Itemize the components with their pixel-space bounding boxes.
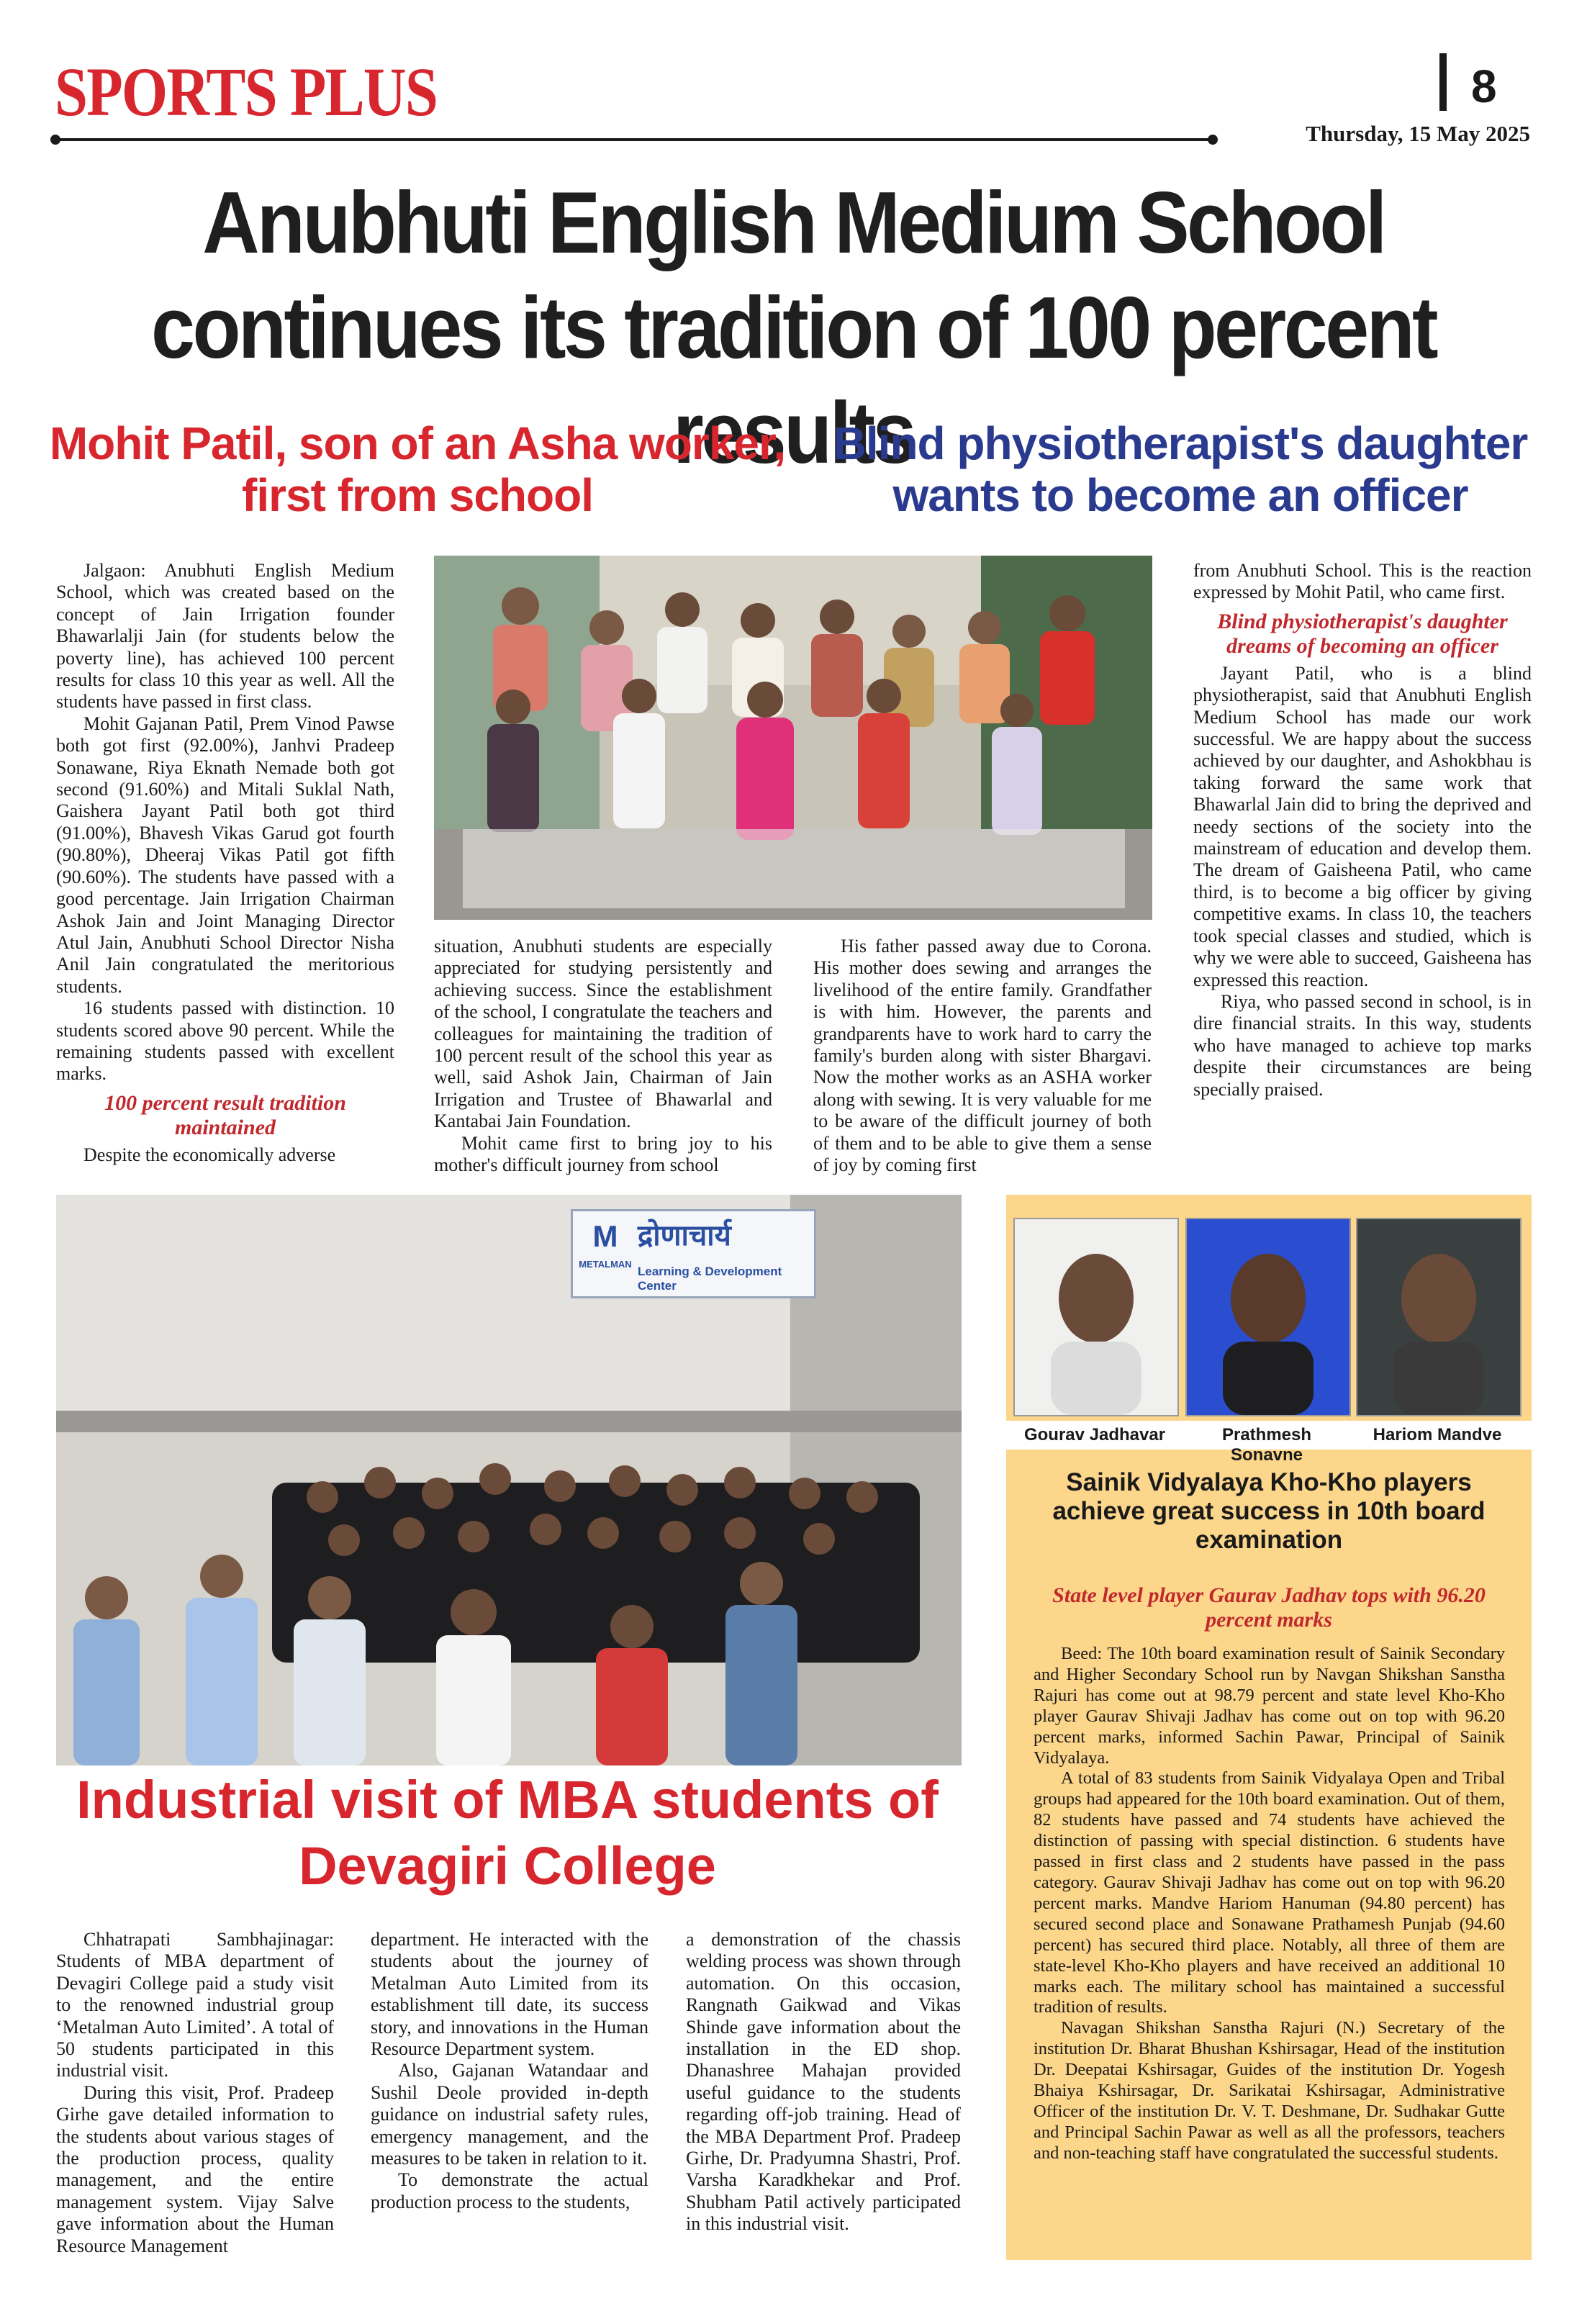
paragraph: Chhatrapati Sambhajinagar: Students of MBA department of Devagiri College paid a study visit to the renowned industrial group ‘Metalman Auto Limited’. A total of 50 students participated in this industrial visit. xyxy=(56,1929,334,2081)
main-column-3 xyxy=(813,936,1152,1176)
paragraph: Beed: The 10th board examination result of Sainik Secondary and Higher Secondary School run by Navgan Shikshan Sanstha Rajuri has come out at 98.79 percent and state level Kho-Kho player Gaurav Shivaji Jadhav has come out on top with 96.20 percent marks, informed Sachin Pawar, Principal of Sainik Vidyalaya. xyxy=(1034,1644,1505,1768)
paragraph: situation, Anubhuti students are especially appreciated for studying persistently and achieving success. Since the establishment of the school, I congratulate the teachers and colleagues for maintaining the tradition of 100 percent result of the school this year as well, said Ashok Jain, Chairman of Jain Irrigation and Trustee of Bhawarlal and Kantabai Jain Foundation. xyxy=(434,936,772,1132)
sainik-kicker: State level player Gaurav Jadhav tops with 96.20 percent marks xyxy=(1052,1583,1486,1632)
mba-group-photo xyxy=(56,1195,962,1765)
paragraph: Also, Gajanan Watandaar and Sushil Deole provided in-depth guidance on industrial safety rules, emergency management, and the measures to be taken in relation to it. xyxy=(371,2060,648,2169)
main-headline: Anubhuti English Medium School continues its tradition of 100 percent results xyxy=(150,173,1437,481)
rule-dot-left xyxy=(50,135,60,145)
paragraph: Despite the economically adverse xyxy=(83,1144,336,1165)
subheadline-left: Mohit Patil, son of an Asha worker, first from school xyxy=(49,417,786,521)
sainik-panel xyxy=(1006,1195,1532,2260)
caption-prathmesh: Prathmesh Sonavne xyxy=(1221,1425,1312,1465)
paragraph: His father passed away due to Corona. His mother does sewing and arranges the livelihood of the entire family. Grandfather is with him. However, the parents and grandparents have to work hard to carry the family's burden along with sister Bhargavi. Now the mother works as an ASHA worker along with sewing. It is very valuable for me to be aware of the difficult journey of both of them and to be able to give them a sense of joy by coming first xyxy=(813,936,1152,1176)
sign-subtitle: Learning & Development Center xyxy=(638,1265,782,1293)
paragraph: Mohit came first to bring joy to his mother's difficult journey from school xyxy=(434,1132,772,1176)
paragraph: During this visit, Prof. Pradeep Girhe gave detailed information to the students about various stages of the production process, quality management, and the entire management system. Vijay Salve gave information about the Human Resource Management xyxy=(56,2081,334,2256)
sign-logo-text: METALMAN xyxy=(579,1259,632,1270)
paragraph: Riya, who passed second in school, is in dire financial straits. In this way, students who have managed to achieve top marks despite their circumstances are being specially praised. xyxy=(1193,990,1532,1100)
paragraph: Navagan Shikshan Sanstha Rajuri (N.) Secretary of the institution Dr. Bharat Bhushan Kshirsagar, Head of the institution Dr. Deepatai Kshirsagar, Guides of the institution Dr. Yogesh Bhaiya Kshirsagar, Dr. Sarikatai Kshirsagar, Administrative Officer of the institution Dr. V. T. Deshmane, Dr. Sudhakar Gutte and Principal Sachin Pawar as well as all the professors, teachers and non-teaching staff have congratulated the successful students. xyxy=(1034,2018,1505,2163)
paragraph: A total of 83 students from Sainik Vidyalaya Open and Tribal groups had appeared for the 10th board examination. Out of them, 82 students have passed and 74 students have achieved the distinction of passing with special distinction. 6 students have passed in first class and 2 students have passed in the pass category. Gaurav Shivaji Jadhav has come out on top with 96.20 percent marks. Mandve Hariom Hanuman (94.80 percent) has secured second place and Sonawane Prathamesh Punjab (94.60 percent) has secured third place. Notably, all three of them are state-level Kho-Kho players and have received an additional 10 marks each. The military school has maintained a successful tradition of results. xyxy=(1034,1768,1505,2017)
main-column-1 xyxy=(56,560,394,1166)
sainik-headline: Sainik Vidyalaya Kho-Kho players achieve great success in 10th board examination xyxy=(1052,1468,1486,1554)
portrait-gourav xyxy=(1013,1218,1179,1416)
page-number: 8 xyxy=(1471,60,1497,112)
paragraph: To demonstrate the actual production process to the students, xyxy=(371,2169,648,2212)
mba-column-3 xyxy=(686,1929,961,2235)
school-group-photo xyxy=(434,556,1152,920)
rule-dot-right xyxy=(1208,135,1218,145)
portrait-hariom xyxy=(1356,1218,1522,1416)
mba-column-1 xyxy=(56,1929,334,2257)
paragraph: from Anubhuti School. This is the reaction expressed by Mohit Patil, who came first. xyxy=(1193,560,1532,603)
header-rule xyxy=(55,138,1212,141)
paragraph: Jalgaon: Anubhuti English Medium School, which was created based on the concept of Jain Irrigation founder Bhawarlalji Jain (for students below the poverty line), has achieved 100 percent results for class 10 this year as well. All the students have passed in first class. xyxy=(56,560,394,713)
paragraph: a demonstration of the chassis welding process was shown through automation. On this occasion, Rangnath Gaikwad and Vikas Shinde gave information about the installation in the ED shop. Dhanashree Mahajan provided useful guidance to the students regarding off-job training. Head of the MBA Department Prof. Pradeep Girhe, Dr. Pradyumna Shastri, Prof. Varsha Karadkhekar and Prof. Shubham Patil actively participated in this industrial visit. xyxy=(686,1929,961,2235)
mba-column-2 xyxy=(371,1929,648,2213)
sign-title-devanagari: द्रोणाचार्य xyxy=(638,1219,731,1252)
issue-date: Thursday, 15 May 2025 xyxy=(1306,121,1530,146)
metalman-sign xyxy=(571,1209,816,1298)
main-column-4 xyxy=(1193,560,1532,1100)
paragraph: Jayant Patil, who is a blind physiotherapist, said that Anubhuti English Medium School has made our work successful. We are happy about the success achieved by our daughter, and Ashokbhau is taking forward the same work that Bhawarlal Jain did to bring the deprived and needy sections of the society into the mainstream of education and develop them. The dream of Gaisheena Patil, who came third, is to become a big officer by giving competitive exams. In class 10, the teachers took special classes and studied, which is why we were able to succeed, Gaisheena has expressed this reaction. xyxy=(1193,662,1532,990)
kicker-blind-physiotherapist: Blind physiotherapist's daughter dreams of becoming an officer xyxy=(1217,609,1508,658)
paragraph: department. He interacted with the students about the journey of Metalman Auto Limited from its establishment till date, its success story, and innovations in the Human Resource Department system. xyxy=(371,1929,648,2060)
page-number-bar xyxy=(1439,53,1447,111)
main-column-2 xyxy=(434,936,772,1176)
sainik-body xyxy=(1034,1644,1505,2164)
portrait-prathmesh xyxy=(1185,1218,1351,1416)
paragraph: 16 students passed with distinction. 10 students scored above 90 percent. While the remaining students passed with excellent marks. xyxy=(56,998,394,1085)
kicker-result-tradition: 100 percent result tradition maintained xyxy=(104,1090,346,1139)
mba-headline: Industrial visit of MBA students of Devagiri College xyxy=(76,1770,939,1896)
caption-hariom: Hariom Mandve xyxy=(1373,1425,1502,1444)
paragraph: Mohit Gajanan Patil, Prem Vinod Pawse both got first (92.00%), Janhvi Pradeep Sonawane, Riya Eknath Nemade both got second (91.60%) and Mitali Suklal Nath, Gaishera Jayant Patil both got third (91.00%), Bhavesh Vikas Garud got fourth (90.80%), Dheeraj Vikas Patil got fifth (90.60%). The students have passed with a good percentage. Jain Irrigation Chairman Ashok Jain and Joint Managing Director Atul Jain, Anubhuti School Director Nisha Anil Jain congratulated the meritorious students. xyxy=(56,713,394,997)
subheadline-right: Blind physiotherapist's daughter wants to become an officer xyxy=(833,417,1528,521)
caption-gourav: Gourav Jadhavar xyxy=(1023,1425,1166,1444)
section-masthead: SPORTS PLUS xyxy=(55,53,438,130)
metalman-logo-icon: M xyxy=(592,1219,618,1253)
